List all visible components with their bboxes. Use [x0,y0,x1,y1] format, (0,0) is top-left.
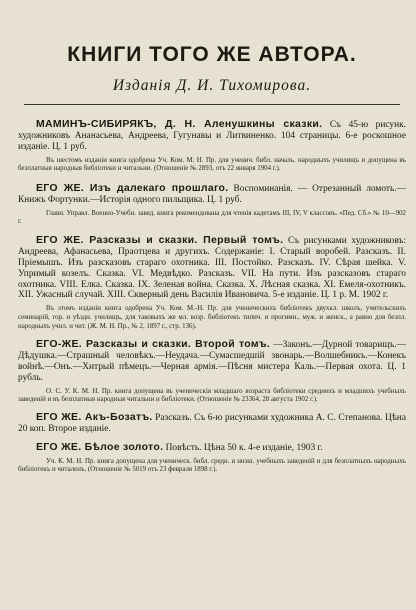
book-author-title: ЕГО ЖЕ. Акъ-Бозатъ. [36,410,153,423]
book-description: Воспоминанія. — Отрезанный ломоть.—Книжъ Фортунки.—Исторія одного пильщика. Ц. 1 руб. [18,183,407,205]
book-description: Съ рисунками художниковъ: Андреева, Афанасьева, Праотцева и другихъ. Содержаніе: I. Старый воробей. Разсказъ. II. Пріемышъ. Изъ разсказовъ стараго охотника. III. Постойко. Разсказъ. IV. Сѣрая шейка. V. Упримый козелъ. Сказка. VI. Медвѣдко. Разсказъ. VII. На пути. Изъ разсказовъ стараго охотника. VIII. Елка. Сказка. IX. Зеленая война. Сказка. X. Лѣсная сказка. XI. Емеля-охотникъ. XII. Ужасный случай. XIII. Скверный день Василія Ивановича. 5-е изданіе. Ц. 1 р. М. 1902 г. [18,235,406,301]
book-entry [18,412,406,435]
book-description: Повѣсть. Цѣна 50 к. 4-е изданіе, 1903 г. [165,442,323,453]
approval-note: Въ этомъ изданіи книга одобрена Уч. Ком. М.-Н. Пр. для ученическихъ библіотекъ двухкл. школъ, учительскихъ семинарій, гор. и уѣздн. училищъ, для таковыхъ же мл. возр. библіотекъ типич. и прогимн., муж. и женск., а равно для безпл. народныхъ учил. и чит. (Ж. М. Н. Пр., № 2, 1897 г., стр. 136). [18,305,406,330]
book-author-title: МАМИНЪ-СИБИРЯКЪ, Д. Н. Аленушкины сказки. [36,118,323,130]
page-title: КНИГИ ТОГО ЖЕ АВТОРА. [67,43,357,66]
approval-note: Въ шестомъ изданіи книга одобрена Уч. Ком. М. Н. Пр. для ученич. библ. началь. народныхъ училищъ и допущена въ безплатныя народныя библіотеки и читальни. (Отношеніе № 2893, отъ 22 января 1904 г.). [18,156,406,173]
book-author-title: ЕГО ЖЕ. Бѣлое золото. [36,440,164,453]
book-description: Разсказъ. Съ 6-ю рисунками художника А. С. Степанова. Цѣна 20 коп. Второе изданіе. [18,412,406,434]
book-author-title: ЕГО ЖЕ. Изъ далекаго прошлаго. [36,181,229,194]
publisher-subtitle: Изданія Д. И. Тихомирова. [112,77,312,94]
book-entry [18,339,406,405]
book-author-title: ЕГО ЖЕ. Разсказы и сказки. Первый томъ. [36,233,284,246]
book-entry [18,183,406,227]
book-entry [18,119,406,174]
book-entry [18,442,406,475]
book-description: Съ 45-ю рисунк. художниковъ Ананасьева, Андреева, Гугунавы и Литвиненко. 104 страницы. 6-е роскошное изданіе. Ц. 1 руб. [18,120,406,152]
book-description: —Законъ.—Дурной товарищъ.—Дѣдушка.—Страшный человѣкъ.—Неудача.—Сумасшедшій звонарь.—Волшебникъ.—Конекъ войнѣ.—Онъ.—Хитрый пѣмецъ.—Черная армія.—Пѣсня мистера Каль.—Первая охота. Ц. 1 рубль. [18,340,407,383]
approval-note: Уч. К. М. Н. Пр. книга допущена для ученическ. библ. средн. и низш. учебныхъ заведеній и для безплатныхъ народныхъ библіотекъ и читаленъ. (Отношеніе № 5019 отъ 23 февраля 1898 г.). [18,457,406,474]
title-divider [24,104,400,105]
approval-note: О. С. У. К. М. Н. Пр. книга допущена въ ученическія младшаго возраста библіотеки среднихъ и младшихъ учебныхъ заведеній и въ безплатныя народныя читальни и библіотеки. (Отношеніе № 23364, 28 августа 1902 г.). [18,387,406,404]
approval-note: Главн. Управл. Военно-Учебн. завед. книга рекомендована для чтенія кадетамъ III, IV, V классовъ. «Пед. Сб.» № 10—902 г. [18,209,406,226]
book-author-title: ЕГО-ЖЕ. Разсказы и сказки. Второй томъ. [36,338,271,351]
book-entry [18,235,406,331]
book-list [18,119,406,475]
